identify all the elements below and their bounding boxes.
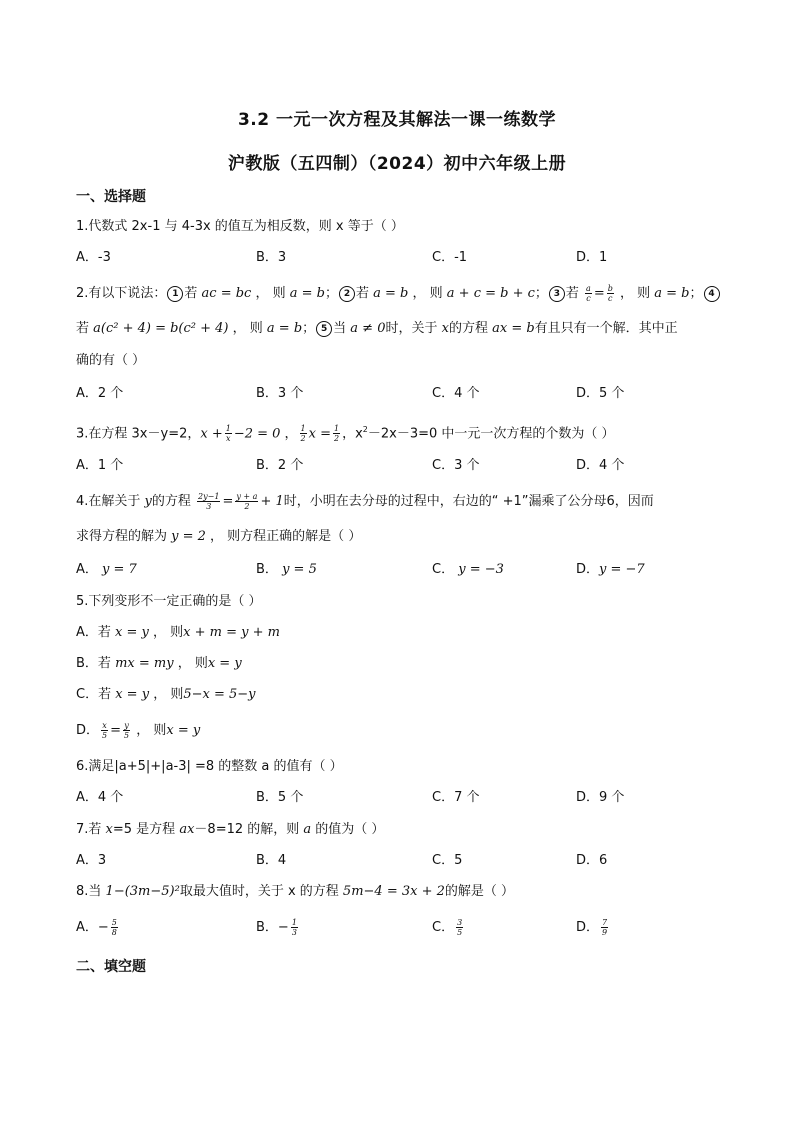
q4-text-2: 的方程	[151, 494, 196, 509]
circled-number-3: 3	[549, 286, 565, 302]
q2-s1-sep: ；	[324, 286, 338, 301]
q4-frac-1: $\frac{2y-1}{3}$	[198, 492, 220, 511]
q2-s3-text: 若	[565, 286, 584, 301]
q2-s3-frac-1: $\frac{a}{c}$	[586, 284, 591, 303]
q4-text-5: ， 则方程正确的解是（ ）	[205, 529, 362, 544]
circled-number-2: 2	[339, 286, 355, 302]
question-5-stem: 5.下列变形不一定正确的是（ ）	[76, 594, 262, 609]
q2-s3-result: a = b	[654, 286, 690, 301]
q6-option-c: C．7 个	[432, 790, 480, 805]
question-4-line-1	[76, 492, 654, 512]
question-3-stem	[76, 420, 615, 444]
q3-option-c: C．3 个	[432, 458, 480, 473]
section-choice: 一、选择题	[76, 189, 146, 205]
q2-s2-text: 若	[356, 286, 374, 301]
q3-text-2: ，x	[342, 426, 363, 442]
q2-s3-sep: ；	[689, 286, 703, 301]
q2-s5-cond: a ≠ 0	[350, 321, 386, 336]
q7-option-d: D．6	[576, 853, 608, 868]
q3-sep: ，	[280, 426, 298, 442]
page-subtitle: 沪教版（五四制）（2024）初中六年级上册	[227, 154, 567, 174]
q2-s1-then: ， 则	[251, 286, 290, 301]
q3-option-a: A．1 个	[76, 458, 124, 473]
q2-s2-then: ， 则	[408, 286, 447, 301]
q4-option-a: A． y = 7	[76, 562, 137, 577]
q3-exponent: 2	[362, 425, 368, 434]
q3-math-2: −2 = 0	[233, 426, 281, 442]
q1-option-c: C．-1	[432, 250, 468, 265]
q3-math-1: x +	[200, 426, 223, 442]
q2-s3-then: ， 则	[615, 286, 655, 301]
question-8-stem: 8.当 1−(3m−5)²取最大值时，关于 x 的方程 5m−4 = 3x + 2的解是（ ）	[76, 884, 515, 899]
q3-option-d: D．4 个	[576, 458, 625, 473]
q2-s5-text-3: 的方程	[448, 321, 493, 336]
q3-text-1: 3.在方程 3x－y=2，	[76, 426, 201, 442]
q2-s4-math: a(c² + 4) = b(c² + 4)	[93, 321, 229, 336]
question-6-stem: 6.满足|a+5|+|a-3| =8 的整数 a 的值有（ ）	[76, 759, 343, 774]
q2-s3-frac-2: $\frac{b}{c}$	[607, 284, 613, 303]
q4-wrong-solution: y = 2	[171, 529, 206, 544]
circled-number-4: 4	[704, 286, 720, 302]
q2-s5-text-2: 时，关于	[385, 321, 442, 336]
q4-plus-one: + 1	[260, 494, 284, 509]
q3-text-3: －2x－3=0 中一元一次方程的个数为（ ）	[367, 426, 615, 442]
question-1-stem: 1.代数式 2x-1 与 4-3x 的值互为相反数，则 x 等于（ ）	[76, 219, 404, 234]
q2-s5-var: x	[441, 321, 449, 336]
q4-frac-2: $\frac{y + a}{2}$	[236, 492, 258, 511]
q8-option-b: B．− $\frac{1}{3}$	[256, 918, 297, 937]
q6-option-a: A．4 个	[76, 790, 124, 805]
question-7-stem: 7.若 x=5 是方程 ax－8=12 的解，则 a 的值为（ ）	[76, 822, 385, 837]
q7-option-a: A．3	[76, 853, 107, 868]
q3-frac-3: $\frac{1}{2}$	[334, 424, 340, 444]
q2-s2-math: a = b	[373, 286, 409, 301]
q4-option-b: B． y = 5	[256, 562, 317, 577]
q3-math-3: x =	[308, 426, 331, 442]
q2-s3-eq: =	[593, 286, 605, 301]
question-4-line-2	[76, 527, 361, 547]
q2-s1-result: a = b	[289, 286, 325, 301]
section-fill-in: 二、填空题	[76, 959, 146, 975]
q3-frac-2: $\frac{1}{2}$	[300, 424, 306, 444]
question-2-line-2	[76, 319, 678, 339]
q4-var: y	[144, 494, 152, 509]
q8-option-d: D． $\frac{7}{9}$	[576, 918, 608, 937]
q2-s4-then: ， 则	[228, 321, 267, 336]
q2-s4-text: 若	[76, 321, 94, 336]
q2-option-b: B．3 个	[256, 386, 304, 401]
q7-option-c: C．5	[432, 853, 463, 868]
q4-text-4: 求得方程的解为	[76, 529, 172, 544]
q2-intro: 2.有以下说法：	[76, 286, 167, 301]
q3-option-b: B．2 个	[256, 458, 304, 473]
question-2-line-1	[76, 284, 721, 304]
q6-option-b: B．5 个	[256, 790, 304, 805]
q1-option-b: B．3	[256, 250, 287, 265]
q2-s2-sep: ；	[534, 286, 548, 301]
q4-option-c: C． y = −3	[432, 562, 504, 577]
q4-option-d: D．y = −7	[576, 562, 645, 577]
circled-number-1: 1	[167, 286, 183, 302]
q5-option-b: B．若 mx = my ， 则x = y	[76, 656, 242, 671]
q4-text-1: 4.在解关于	[76, 494, 145, 509]
q4-text-3: 时，小明在去分母的过程中，右边的“ +1”漏乘了公分母6，因而	[283, 494, 654, 509]
q5-option-a: A．若 x = y ， 则x + m = y + m	[76, 625, 280, 640]
q5-option-d: D． $\frac{x}{5}$ = $\frac{y}{5}$ ， 则x = y	[76, 721, 201, 740]
q2-option-c: C．4 个	[432, 386, 480, 401]
q2-option-a: A．2 个	[76, 386, 124, 401]
q2-s4-sep: ；	[302, 321, 316, 336]
q8-option-a: A．− $\frac{5}{8}$	[76, 918, 117, 937]
question-2-line-3: 确的有（ ）	[76, 353, 146, 368]
q5-option-c: C．若 x = y ， 则5−x = 5−y	[76, 687, 256, 702]
q8-option-c: C． $\frac{3}{5}$	[432, 918, 463, 937]
q7-option-b: B．4	[256, 853, 287, 868]
q3-frac-1: $\frac{1}{x}$	[225, 424, 231, 444]
q2-s5-text: 当	[333, 321, 351, 336]
q4-eq: =	[222, 494, 234, 509]
q2-s1-text: 若	[184, 286, 202, 301]
q6-option-d: D．9 个	[576, 790, 625, 805]
q2-s5-eq: ax = b	[492, 321, 535, 336]
q2-s2-result: a + c = b + c	[446, 286, 535, 301]
q2-s5-text-4: 有且只有一个解．其中正	[534, 321, 678, 336]
q1-option-a: A．-3	[76, 250, 111, 265]
page-title: 3.2 一元一次方程及其解法一课一练数学	[237, 110, 557, 130]
circled-number-5: 5	[316, 321, 332, 337]
q1-option-d: D．1	[576, 250, 608, 265]
q2-s1-math: ac = bc	[201, 286, 252, 301]
q2-s4-result: a = b	[266, 321, 303, 336]
q2-option-d: D．5 个	[576, 386, 625, 401]
